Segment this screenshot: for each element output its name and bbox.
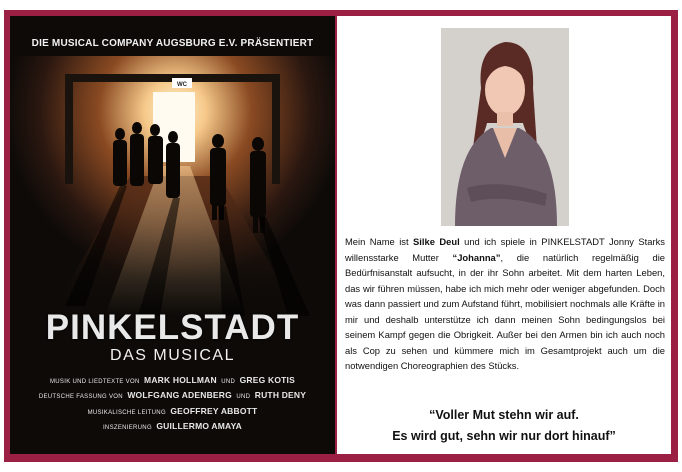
poster-credits [10, 373, 335, 435]
show-subtitle: DAS MUSICAL [110, 347, 235, 364]
svg-text:WC: WC [177, 82, 187, 88]
portrait-photo [441, 28, 569, 226]
cast-panel [337, 16, 671, 454]
credit-musical-direction: MUSIKALISCHE LEITUNG GEOFFREY ABBOTT [87, 405, 258, 416]
presents-line: DIE MUSICAL COMPANY AUGSBURG E.V. PRÄSENTIERT [31, 38, 314, 49]
song-quote [337, 405, 671, 447]
credit-staging: INSZENIERUNG GUILLERMO AMAYA [102, 421, 243, 432]
credit-german-version: DEUTSCHE FASSUNG VON WOLFGANG ADENBERG UND RUTH DENY [38, 390, 307, 401]
actor-name: Silke Deul [413, 236, 460, 247]
show-title: PINKELSTADT [45, 308, 300, 347]
role-name: “Johanna” [452, 251, 501, 263]
quote-line-1: “Voller Mut stehn wir auf. [429, 408, 579, 422]
musical-poster [10, 16, 335, 454]
credit-music: MUSIK UND LIEDTEXTE VON MARK HOLLMAN UND GREG KOTIS [50, 375, 295, 385]
quote-line-2: Es wird gut, sehn wir nur dort hinauf” [392, 429, 616, 443]
bio-text: Mein Name ist Silke Deul und ich spiele in PINKELSTADT Jonny Starks willensstarke Mutter “Johanna”, die natürlich regelmäßig die Bedürfnisanstalt aufsucht, in der ihr Sohn arbeitet. Mit dem harten Leben, das wir führen müssen, habe ich mich mehr oder weniger abgefunden. Doch was dann passiert und zum Aufstand führt, mobilisiert nochmals alle Kräfte in mir und deshalb unterstütze ich dann meinen Sohn bedingungslos bei seinem Kampf gegen die Obrigkeit. Außer bei den Armen bin ich auch noch als Cop zu sehen und kümmere mich im Gesamtprojekt auch um die notwendigen Choreographien des Stücks. [345, 236, 665, 371]
